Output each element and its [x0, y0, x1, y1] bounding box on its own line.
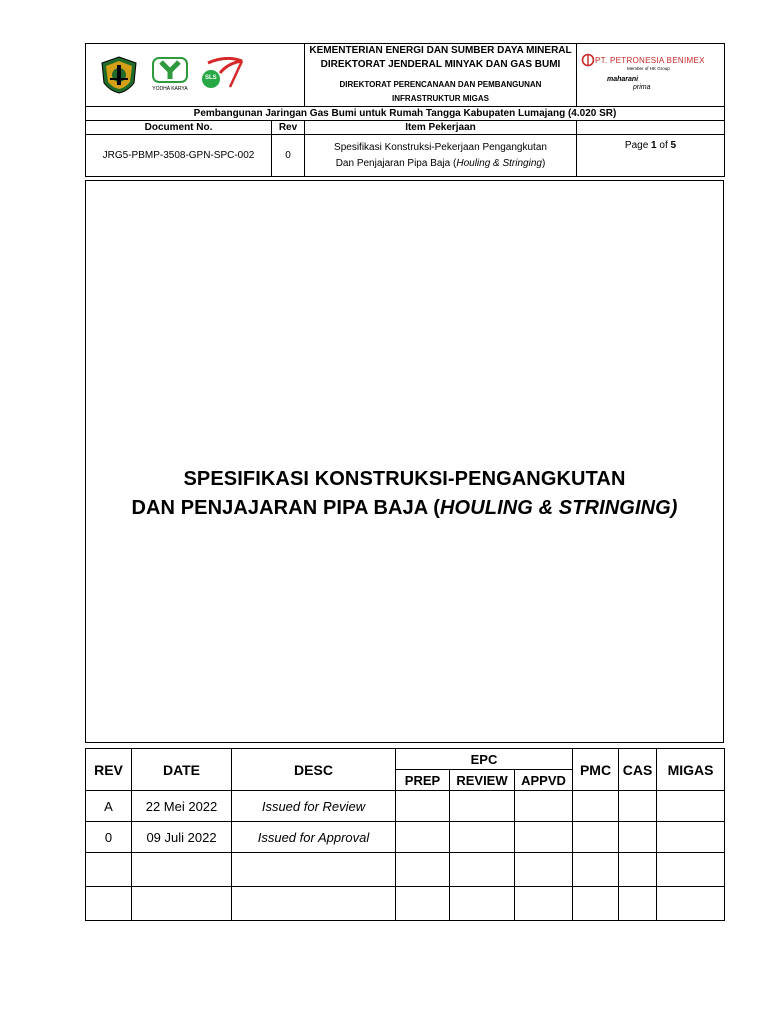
yodha-karya-logo-icon	[152, 57, 188, 83]
header-review: REVIEW	[450, 770, 515, 791]
header-desc: DESC	[232, 749, 396, 791]
directorate-general-name: DIREKTORAT JENDERAL MINYAK DAN GAS BUMI	[320, 59, 561, 70]
item-pekerjaan-description	[305, 135, 577, 177]
header-date: DATE	[132, 749, 232, 791]
item-line-2: Dan Penjajaran Pipa Baja (Houling & Stringing)	[335, 157, 546, 169]
column-page-blank	[577, 121, 725, 135]
table-row	[86, 853, 725, 887]
header-cas: CAS	[619, 749, 657, 791]
column-rev: Rev	[272, 121, 305, 135]
esdm-seal-icon	[98, 55, 140, 95]
project-title: Pembangunan Jaringan Gas Bumi untuk Rumah Tangga Kabupaten Lumajang (4.020 SR)	[86, 107, 725, 121]
item-line-1: Spesifikasi Konstruksi-Pekerjaan Pengangkutan	[334, 141, 547, 153]
petronesia-subtitle: Member of HK Group	[627, 66, 670, 71]
table-row: A 22 Mei 2022 Issued for Review	[86, 791, 725, 822]
header-prep: PREP	[396, 770, 450, 791]
company-logos	[86, 49, 304, 101]
column-document-no: Document No.	[86, 121, 272, 135]
column-item-pekerjaan: Item Pekerjaan	[305, 121, 577, 135]
ministry-cell	[305, 44, 577, 107]
cover-title-line-2: DAN PENJAJARAN PIPA BAJA (HOULING & STRINGING)	[131, 497, 678, 519]
logo-cell	[86, 44, 305, 107]
petronesia-logo-icon	[581, 53, 595, 67]
document-number: JRG5-PBMP-3508-GPN-SPC-002	[86, 135, 272, 177]
header-rev: REV	[86, 749, 132, 791]
ministry-name: KEMENTERIAN ENERGI DAN SUMBER DAYA MINERAL	[309, 45, 572, 56]
maharani-label: maharani	[607, 76, 639, 83]
revision-table	[85, 748, 725, 921]
header-epc: EPC	[396, 749, 573, 770]
prima-label: prima	[633, 84, 651, 91]
page-number: Page 1 of 5	[577, 135, 725, 177]
cover-title-box	[85, 180, 724, 743]
header-appvd: APPVD	[515, 770, 573, 791]
petronesia-name: PT. PETRONESIA BENIMEX	[595, 56, 705, 65]
document-rev: 0	[272, 135, 305, 177]
directorate-name: DIREKTORAT PERENCANAAN DAN PEMBANGUNAN INFRASTRUKTUR MIGAS	[339, 80, 542, 103]
cover-title-line-1: SPESIFIKASI KONSTRUKSI-PENGANGKUTAN	[183, 468, 626, 490]
table-row	[86, 887, 725, 921]
sls-label: SLS	[205, 75, 217, 81]
header-migas: MIGAS	[657, 749, 725, 791]
document-header-table	[85, 43, 725, 177]
header-pmc: PMC	[573, 749, 619, 791]
table-row: 0 09 Juli 2022 Issued for Approval	[86, 822, 725, 853]
contractor-logo-cell	[577, 44, 725, 107]
yodha-karya-label: YODHA KARYA	[152, 86, 188, 92]
